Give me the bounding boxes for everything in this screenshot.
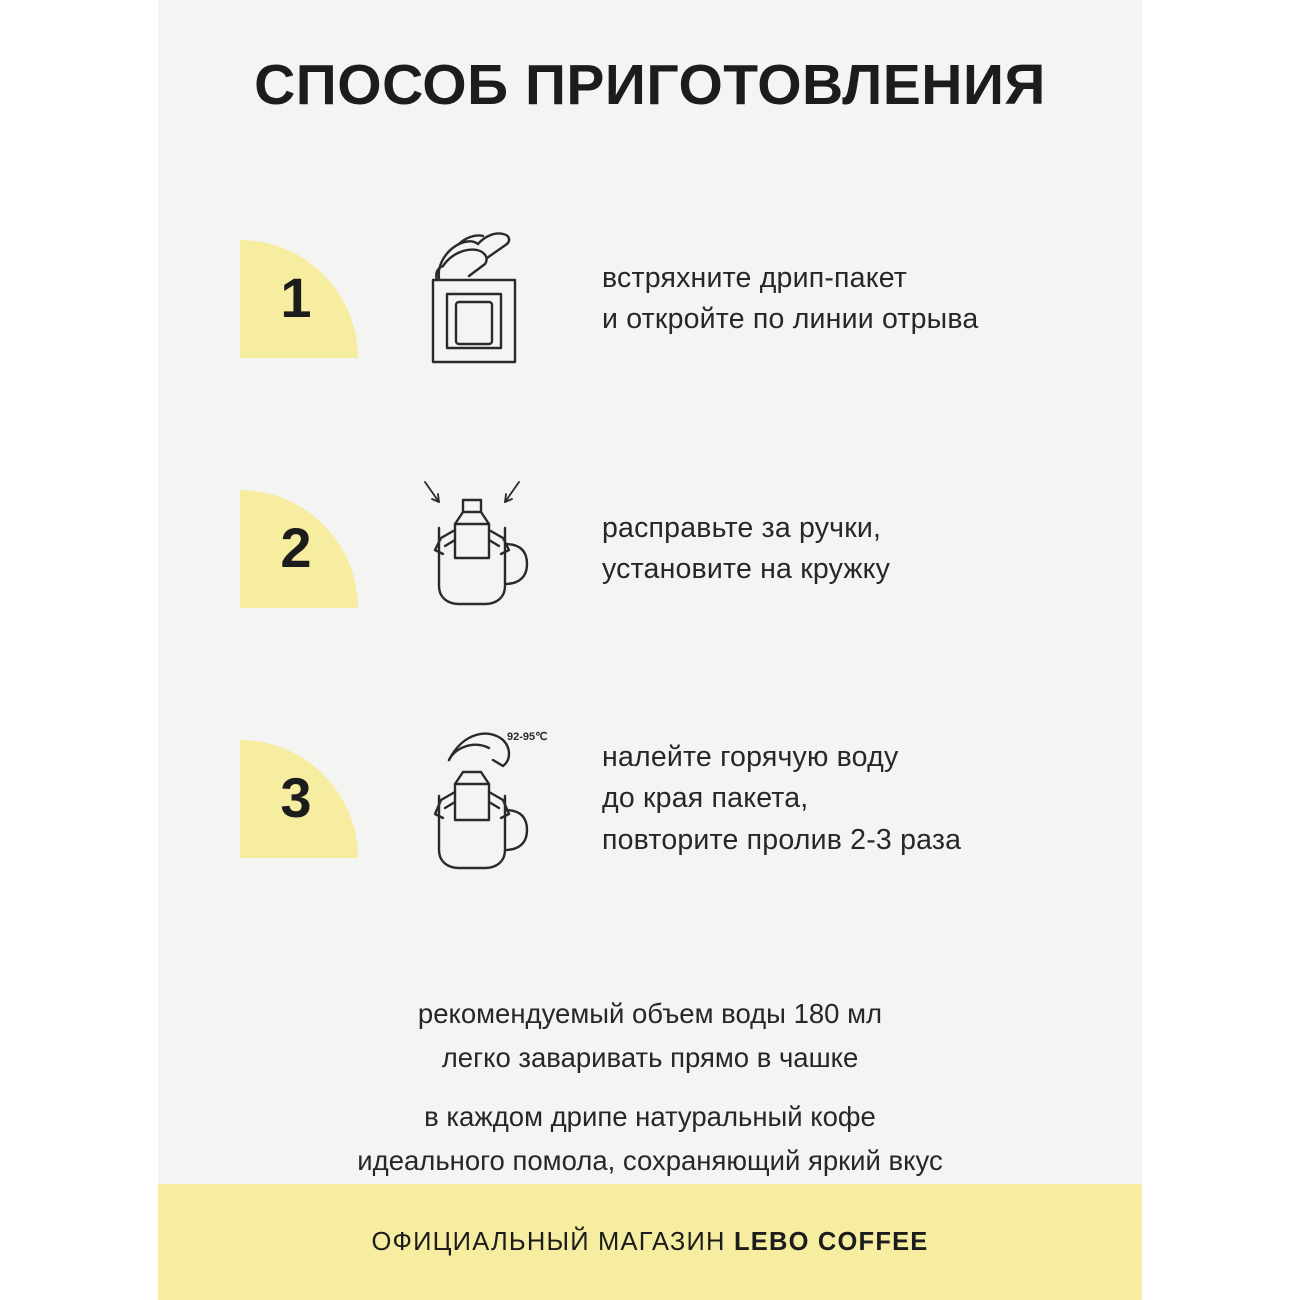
step-text-line: налейте горячую воду	[602, 741, 899, 774]
step-text-line: установите на кружку	[602, 553, 891, 585]
step-item	[158, 424, 1142, 674]
step-text-line: расправьте за ручки,	[602, 511, 882, 544]
step-item	[158, 674, 1142, 924]
notes-spacer	[218, 1081, 1082, 1095]
note-line: идеального помола, сохраняющий яркий вкус	[357, 1145, 943, 1177]
notes-block	[158, 992, 1142, 1184]
step-number: 2	[280, 515, 312, 579]
step-item	[158, 174, 1142, 424]
page-title: СПОСОБ ПРИГОТОВЛЕНИЯ	[254, 53, 1046, 117]
step-text-line: до края пакета,	[602, 782, 809, 815]
step-number-badge	[240, 240, 358, 358]
step-text-line: встряхните дрип-пакет	[602, 261, 908, 294]
step-description	[602, 737, 961, 861]
footer-brand: LEBO COFFEE	[733, 1227, 929, 1256]
temperature-label: 92-95℃	[507, 731, 548, 743]
step-number: 3	[280, 765, 312, 829]
step-description	[602, 258, 978, 341]
poster	[158, 0, 1142, 1300]
footer-text	[371, 1228, 928, 1257]
step-text-line: и откройте по линии отрыва	[602, 303, 979, 335]
step-number-badge	[240, 490, 358, 608]
step-number: 1	[280, 265, 312, 329]
drip-bag-shake-icon	[372, 204, 572, 394]
step-number-badge	[240, 740, 358, 858]
note-line: в каждом дрипе натуральный кофе	[424, 1100, 876, 1132]
steps-list	[158, 174, 1142, 970]
step-description	[602, 508, 890, 591]
pouring-water-icon	[372, 704, 572, 894]
footer-bar	[158, 1184, 1142, 1300]
drip-bag-on-mug-icon	[372, 454, 572, 644]
step-text-line: повторите пролив 2-3 раза	[602, 823, 962, 856]
footer-prefix: ОФИЦИАЛЬНЫЙ МАГАЗИН	[371, 1227, 734, 1256]
note-line: легко заваривать прямо в чашке	[441, 1042, 859, 1074]
note-line: рекомендуемый объем воды 180 мл	[417, 997, 883, 1029]
